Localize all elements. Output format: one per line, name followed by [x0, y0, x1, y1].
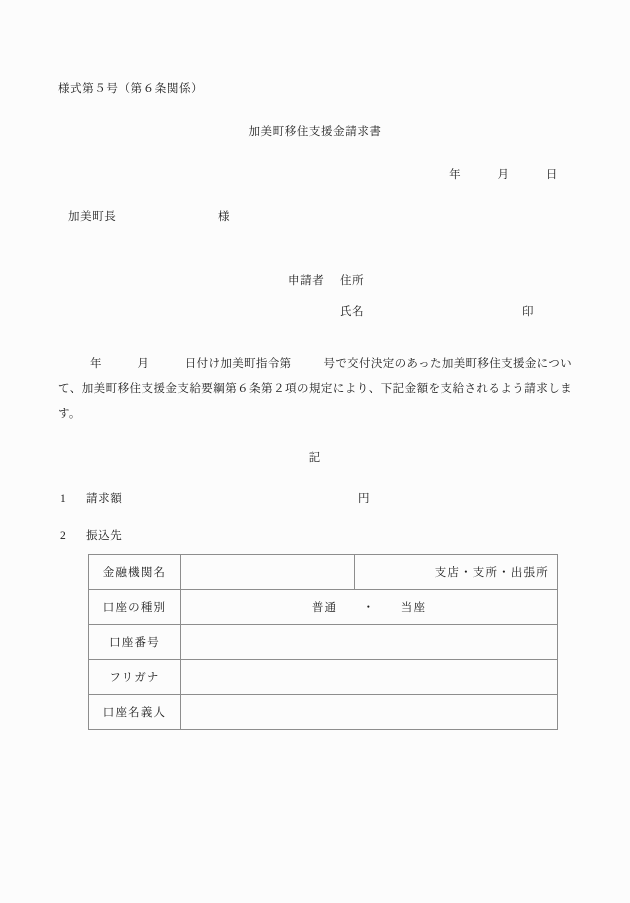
table-row	[89, 625, 558, 660]
row-label-branch-type: 支店・支所・出張所	[355, 555, 558, 590]
row-label-furigana: フリガナ	[89, 660, 181, 695]
row-label-account-number: 口座番号	[89, 625, 181, 660]
item-2-label: 振込先	[86, 530, 123, 542]
row-value-financial-institution[interactable]	[181, 555, 355, 590]
item-1-currency-unit: 円	[358, 493, 371, 505]
table-row	[89, 695, 558, 730]
row-value-account-number[interactable]	[181, 625, 558, 660]
form-number: 様式第５号（第６条関係）	[58, 83, 204, 95]
item-2-number: 2	[60, 530, 67, 542]
body-paragraph	[58, 352, 572, 427]
addressee-name: 加美町長	[68, 211, 117, 223]
table-row	[89, 555, 558, 590]
table-row	[89, 590, 558, 625]
item-1-number: 1	[60, 493, 67, 505]
row-label-account-type: 口座の種別	[89, 590, 181, 625]
document-title: 加美町移住支援金請求書	[248, 126, 382, 138]
row-value-account-holder[interactable]	[181, 695, 558, 730]
bank-account-table	[88, 554, 558, 730]
applicant-name-label: 氏名	[340, 306, 365, 318]
item-1-label: 請求額	[86, 493, 123, 505]
applicant-address-label: 住所	[340, 275, 365, 287]
row-value-furigana[interactable]	[181, 660, 558, 695]
table-row	[89, 660, 558, 695]
addressee-honorific: 様	[218, 211, 231, 223]
ki-marker: 記	[308, 452, 322, 464]
row-value-account-type[interactable]: 普通 ・ 当座	[181, 590, 558, 625]
date-line: 年 月 日	[449, 169, 558, 181]
applicant-label: 申請者	[288, 275, 325, 287]
body-line3: します。	[58, 383, 572, 420]
applicant-seal-mark: 印	[522, 306, 535, 318]
row-label-account-holder: 口座名義人	[89, 695, 181, 730]
body-decision-date: 年 月 日付け加美町指令第	[90, 358, 292, 370]
body-line2: て、加美町移住支援金支給要綱第６条第２項の規定により、下記金額を支給されるよう請求	[58, 383, 549, 395]
body-line1-rest: 号で交付決定のあった加美町移住支援金につい	[323, 358, 572, 370]
row-label-financial-institution: 金融機関名	[89, 555, 181, 590]
